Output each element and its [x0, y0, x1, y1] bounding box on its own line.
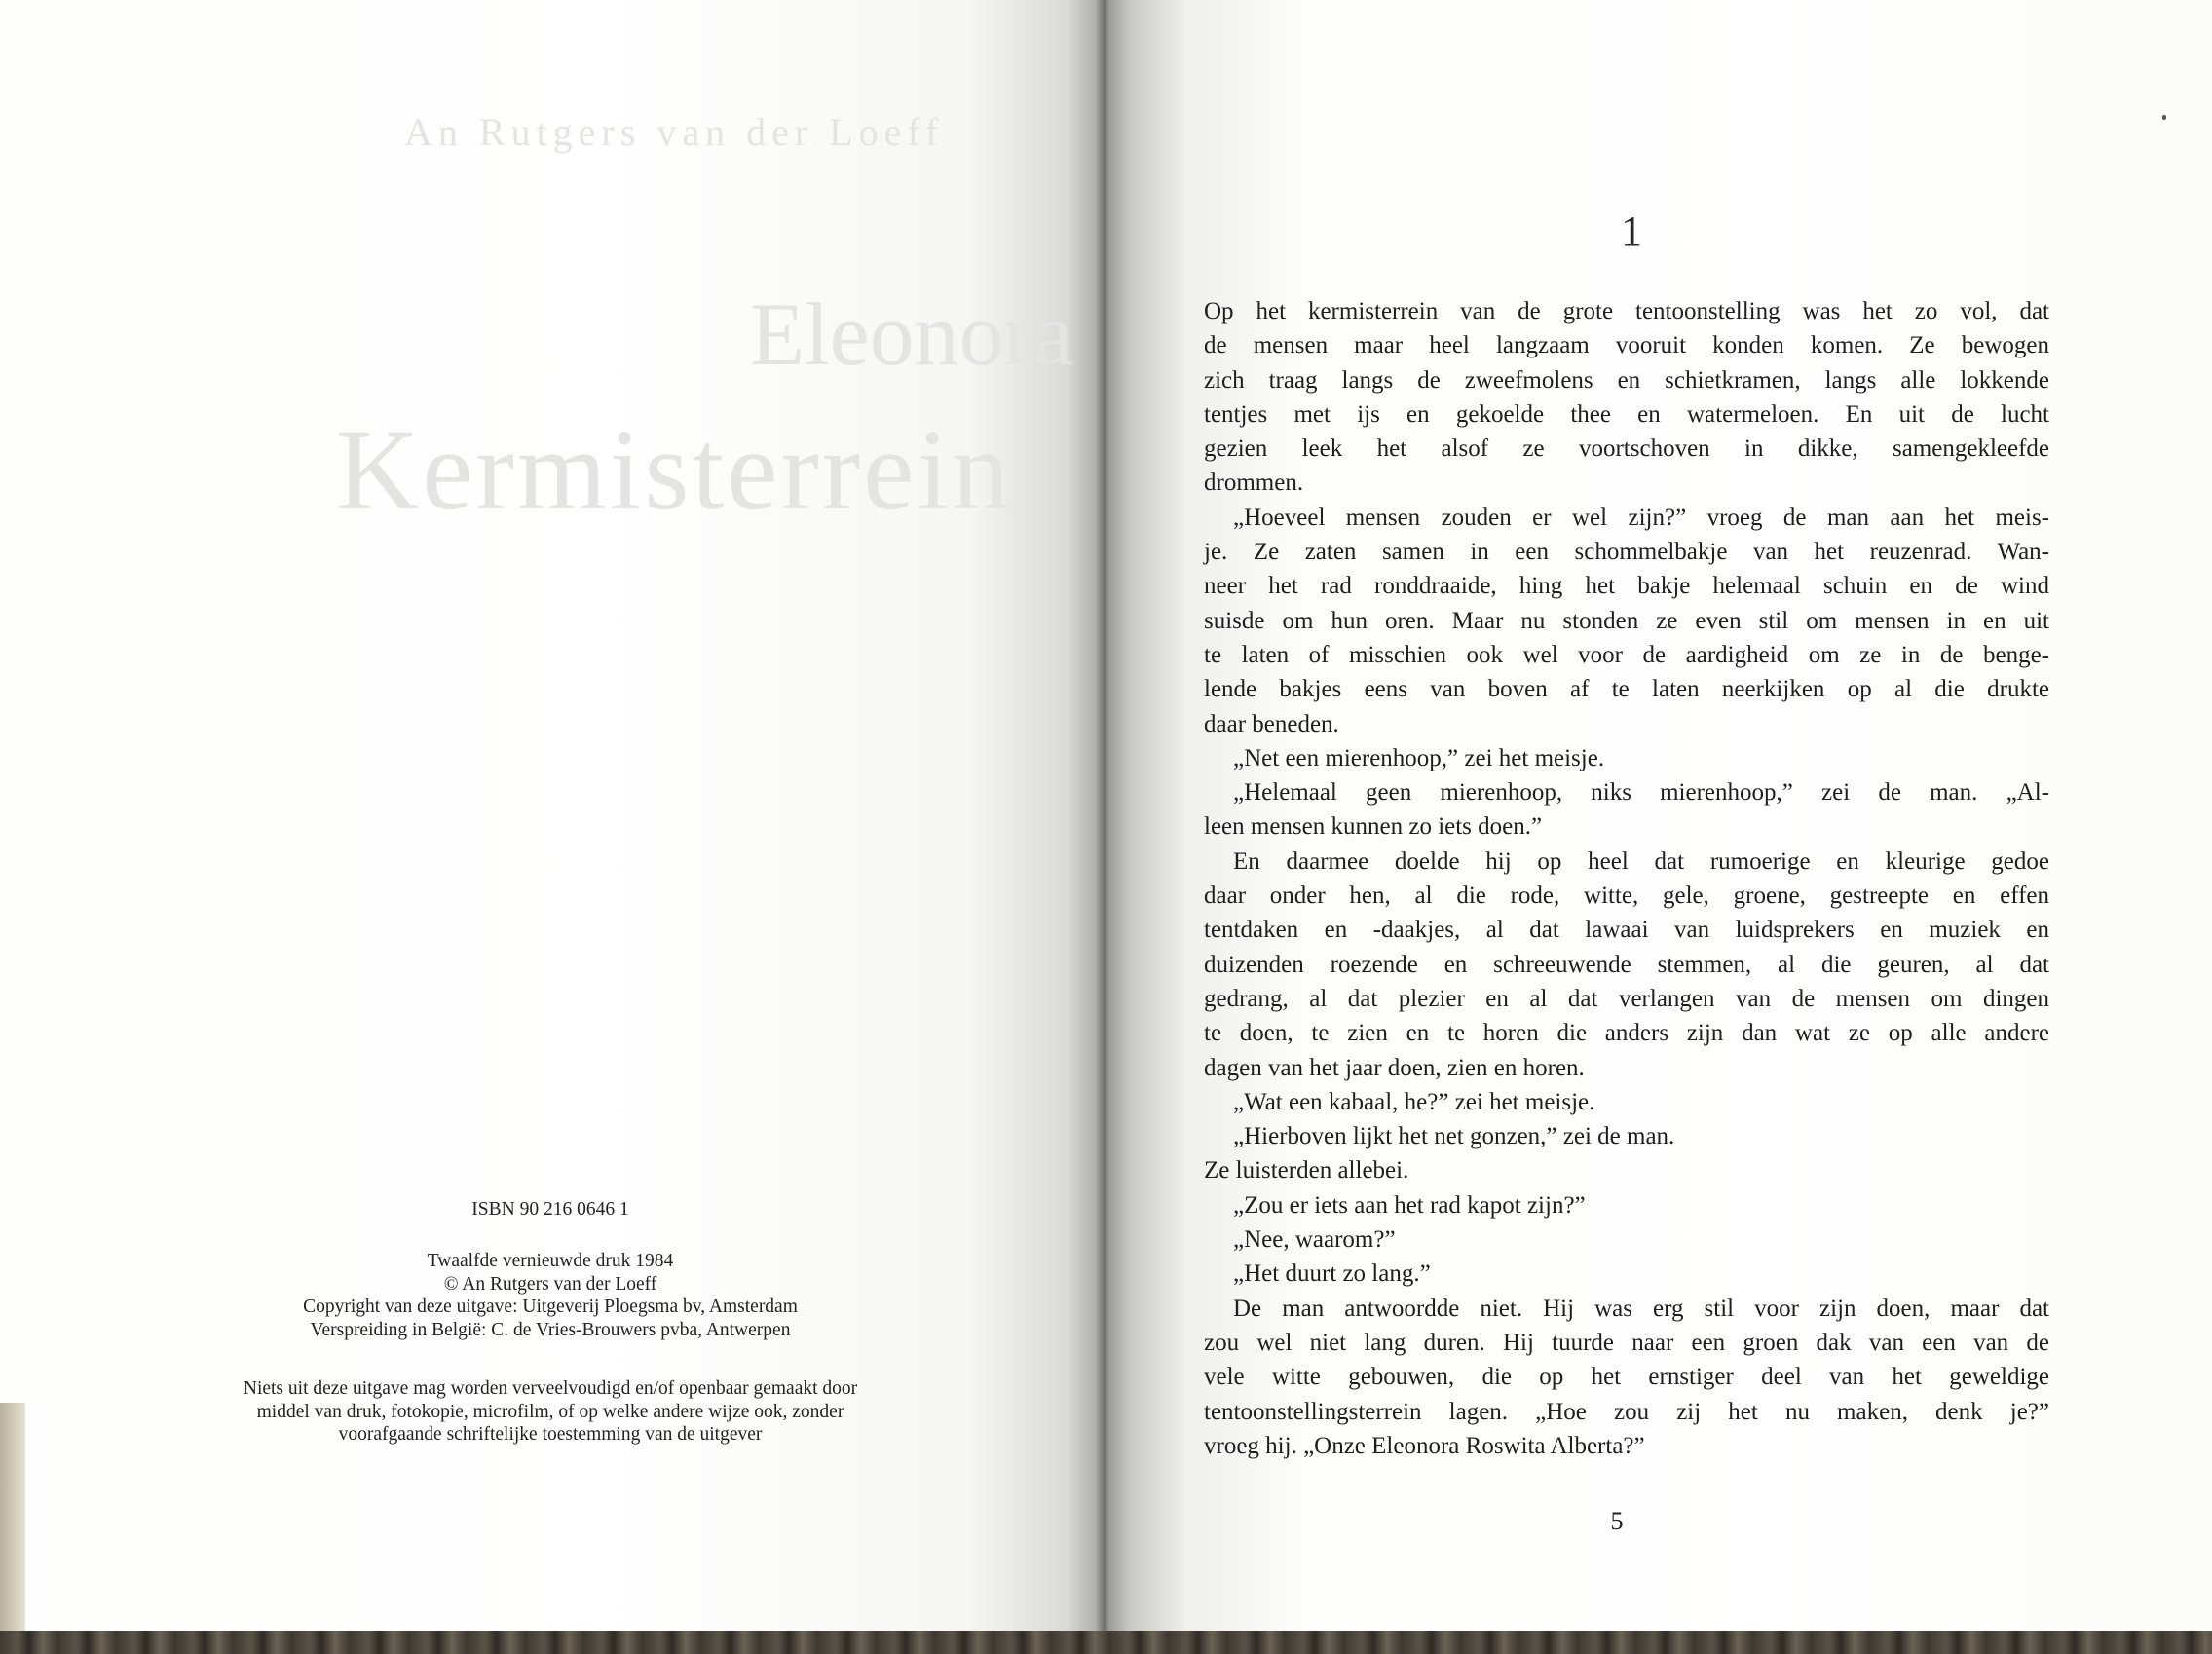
text-line: daar beneden.: [1204, 710, 1339, 737]
text-line: „Het duurt zo lang.”: [1233, 1260, 1431, 1288]
text-line: „Zou er iets aan het rad kapot zijn?”: [1233, 1191, 1586, 1219]
text-line: „Net een mierenhoop,” zei het meisje.: [1233, 744, 1605, 771]
rights-line: middel van druk, fotokopie, microfilm, of op welke andere wijze ook, zonder: [256, 1401, 844, 1422]
text-line: zich traag langs de zweefmolens en schietkramen, langs alle lokkende: [1204, 366, 2049, 394]
text-line: lende bakjes eens van boven af te laten neerkijken op al die drukte: [1204, 676, 2049, 703]
isbn-line: ISBN 90 216 0646 1: [471, 1199, 629, 1220]
text-line: Op het kermisterrein van de grote tentoonstelling was het zo vol, dat: [1204, 298, 2049, 324]
chapter-text: [1204, 294, 2049, 1463]
edition-line: Twaalfde vernieuwde druk 1984: [427, 1251, 674, 1271]
text-line: de mensen maar heel langzaam vooruit konden komen. Ze bewogen: [1204, 332, 2049, 359]
text-line: „Hoeveel mensen zouden er wel zijn?” vroeg de man aan het meis-: [1233, 504, 2049, 531]
text-line: te laten of misschien ook wel voor de aardigheid om ze in de benge-: [1204, 641, 2049, 668]
distribution-line: Verspreiding in België: C. de Vries-Brouwers pvba, Antwerpen: [310, 1319, 791, 1340]
text-line: tentdaken en -daakjes, al dat lawaai van luidsprekers en muziek en: [1204, 917, 2049, 944]
text-line: leen mensen kunnen zo iets doen.”: [1204, 813, 1543, 841]
text-line: gedrang, al dat plezier en al dat verlangen van de mensen om dingen: [1204, 985, 2049, 1012]
chapter-number: 1: [1621, 207, 1642, 255]
text-line: duizenden roezende en schreeuwende stemmen, al die geuren, al dat: [1204, 951, 2049, 978]
faded-author-line: An Rutgers van der Loeff: [404, 110, 945, 154]
page-edge-shadow: [0, 1631, 2212, 1654]
text-line: De man antwoordde niet. Hij was erg stil voor zijn doen, maar dat: [1233, 1295, 2049, 1322]
page-number: 5: [1610, 1507, 1624, 1535]
publisher-line: Copyright van deze uitgave: Uitgeverij Ploegsma bv, Amsterdam: [303, 1297, 798, 1317]
rights-line: Niets uit deze uitgave mag worden verveelvoudigd en/of openbaar gemaakt door: [243, 1378, 858, 1399]
rights-notice: [195, 1377, 906, 1447]
text-line: je. Ze zaten samen in een schommelbakje van het reuzenrad. Wan-: [1204, 539, 2049, 566]
faded-title-line-2: Kermisterrein: [336, 406, 1013, 534]
edition-block: [195, 1250, 906, 1341]
text-line: Ze luisterden allebei.: [1204, 1157, 1409, 1184]
cover-edge: [0, 1403, 25, 1636]
text-line: tentoonstellingsterrein lagen. „Hoe zou zij het nu maken, denk je?”: [1204, 1398, 2049, 1425]
text-line: vele witte gebouwen, die op het ernstiger deel van het geweldige: [1204, 1364, 2049, 1391]
text-line: „Hierboven lijkt het net gonzen,” zei de man.: [1233, 1123, 1675, 1150]
text-line: dagen van het jaar doen, zien en horen.: [1204, 1054, 1585, 1081]
paper-speck: [2162, 115, 2166, 120]
text-line: gezien leek het alsof ze voortschoven in dikke, samengekleefde: [1204, 435, 2049, 463]
text-line: suisde om hun oren. Maar nu stonden ze even stil om mensen in en uit: [1204, 607, 2049, 634]
rights-line: voorafgaande schriftelijke toestemming van de uitgever: [338, 1424, 763, 1445]
copyright-line: © An Rutgers van der Loeff: [443, 1273, 657, 1295]
text-line: daar onder hen, al die rode, witte, gele, groene, gestreepte en effen: [1204, 883, 2049, 910]
faded-title-line-1: Eleonora: [750, 284, 1074, 384]
text-line: te doen, te zien en te horen die anders zijn dan wat ze op alle andere: [1204, 1020, 2049, 1047]
text-line: neer het rad ronddraaide, hing het bakje helemaal schuin en de wind: [1204, 573, 2049, 600]
text-line: „Wat een kabaal, he?” zei het meisje.: [1233, 1088, 1595, 1115]
left-page: [0, 0, 1101, 1636]
text-line: vroeg hij. „Onze Eleonora Roswita Alberta?”: [1204, 1432, 1645, 1459]
text-line: drommen.: [1204, 470, 1304, 497]
text-line: „Helemaal geen mierenhoop, niks mierenhoop,” zei de man. „Al-: [1233, 779, 2049, 807]
text-line: „Nee, waarom?”: [1233, 1226, 1396, 1254]
text-line: tentjes met ijs en gekoelde thee en watermeloen. En uit de lucht: [1204, 400, 2049, 428]
text-line: En daarmee doelde hij op heel dat rumoerige en kleurige gedoe: [1233, 847, 2049, 875]
text-line: zou wel niet lang duren. Hij tuurde naar een groen dak van een van de: [1204, 1329, 2049, 1356]
